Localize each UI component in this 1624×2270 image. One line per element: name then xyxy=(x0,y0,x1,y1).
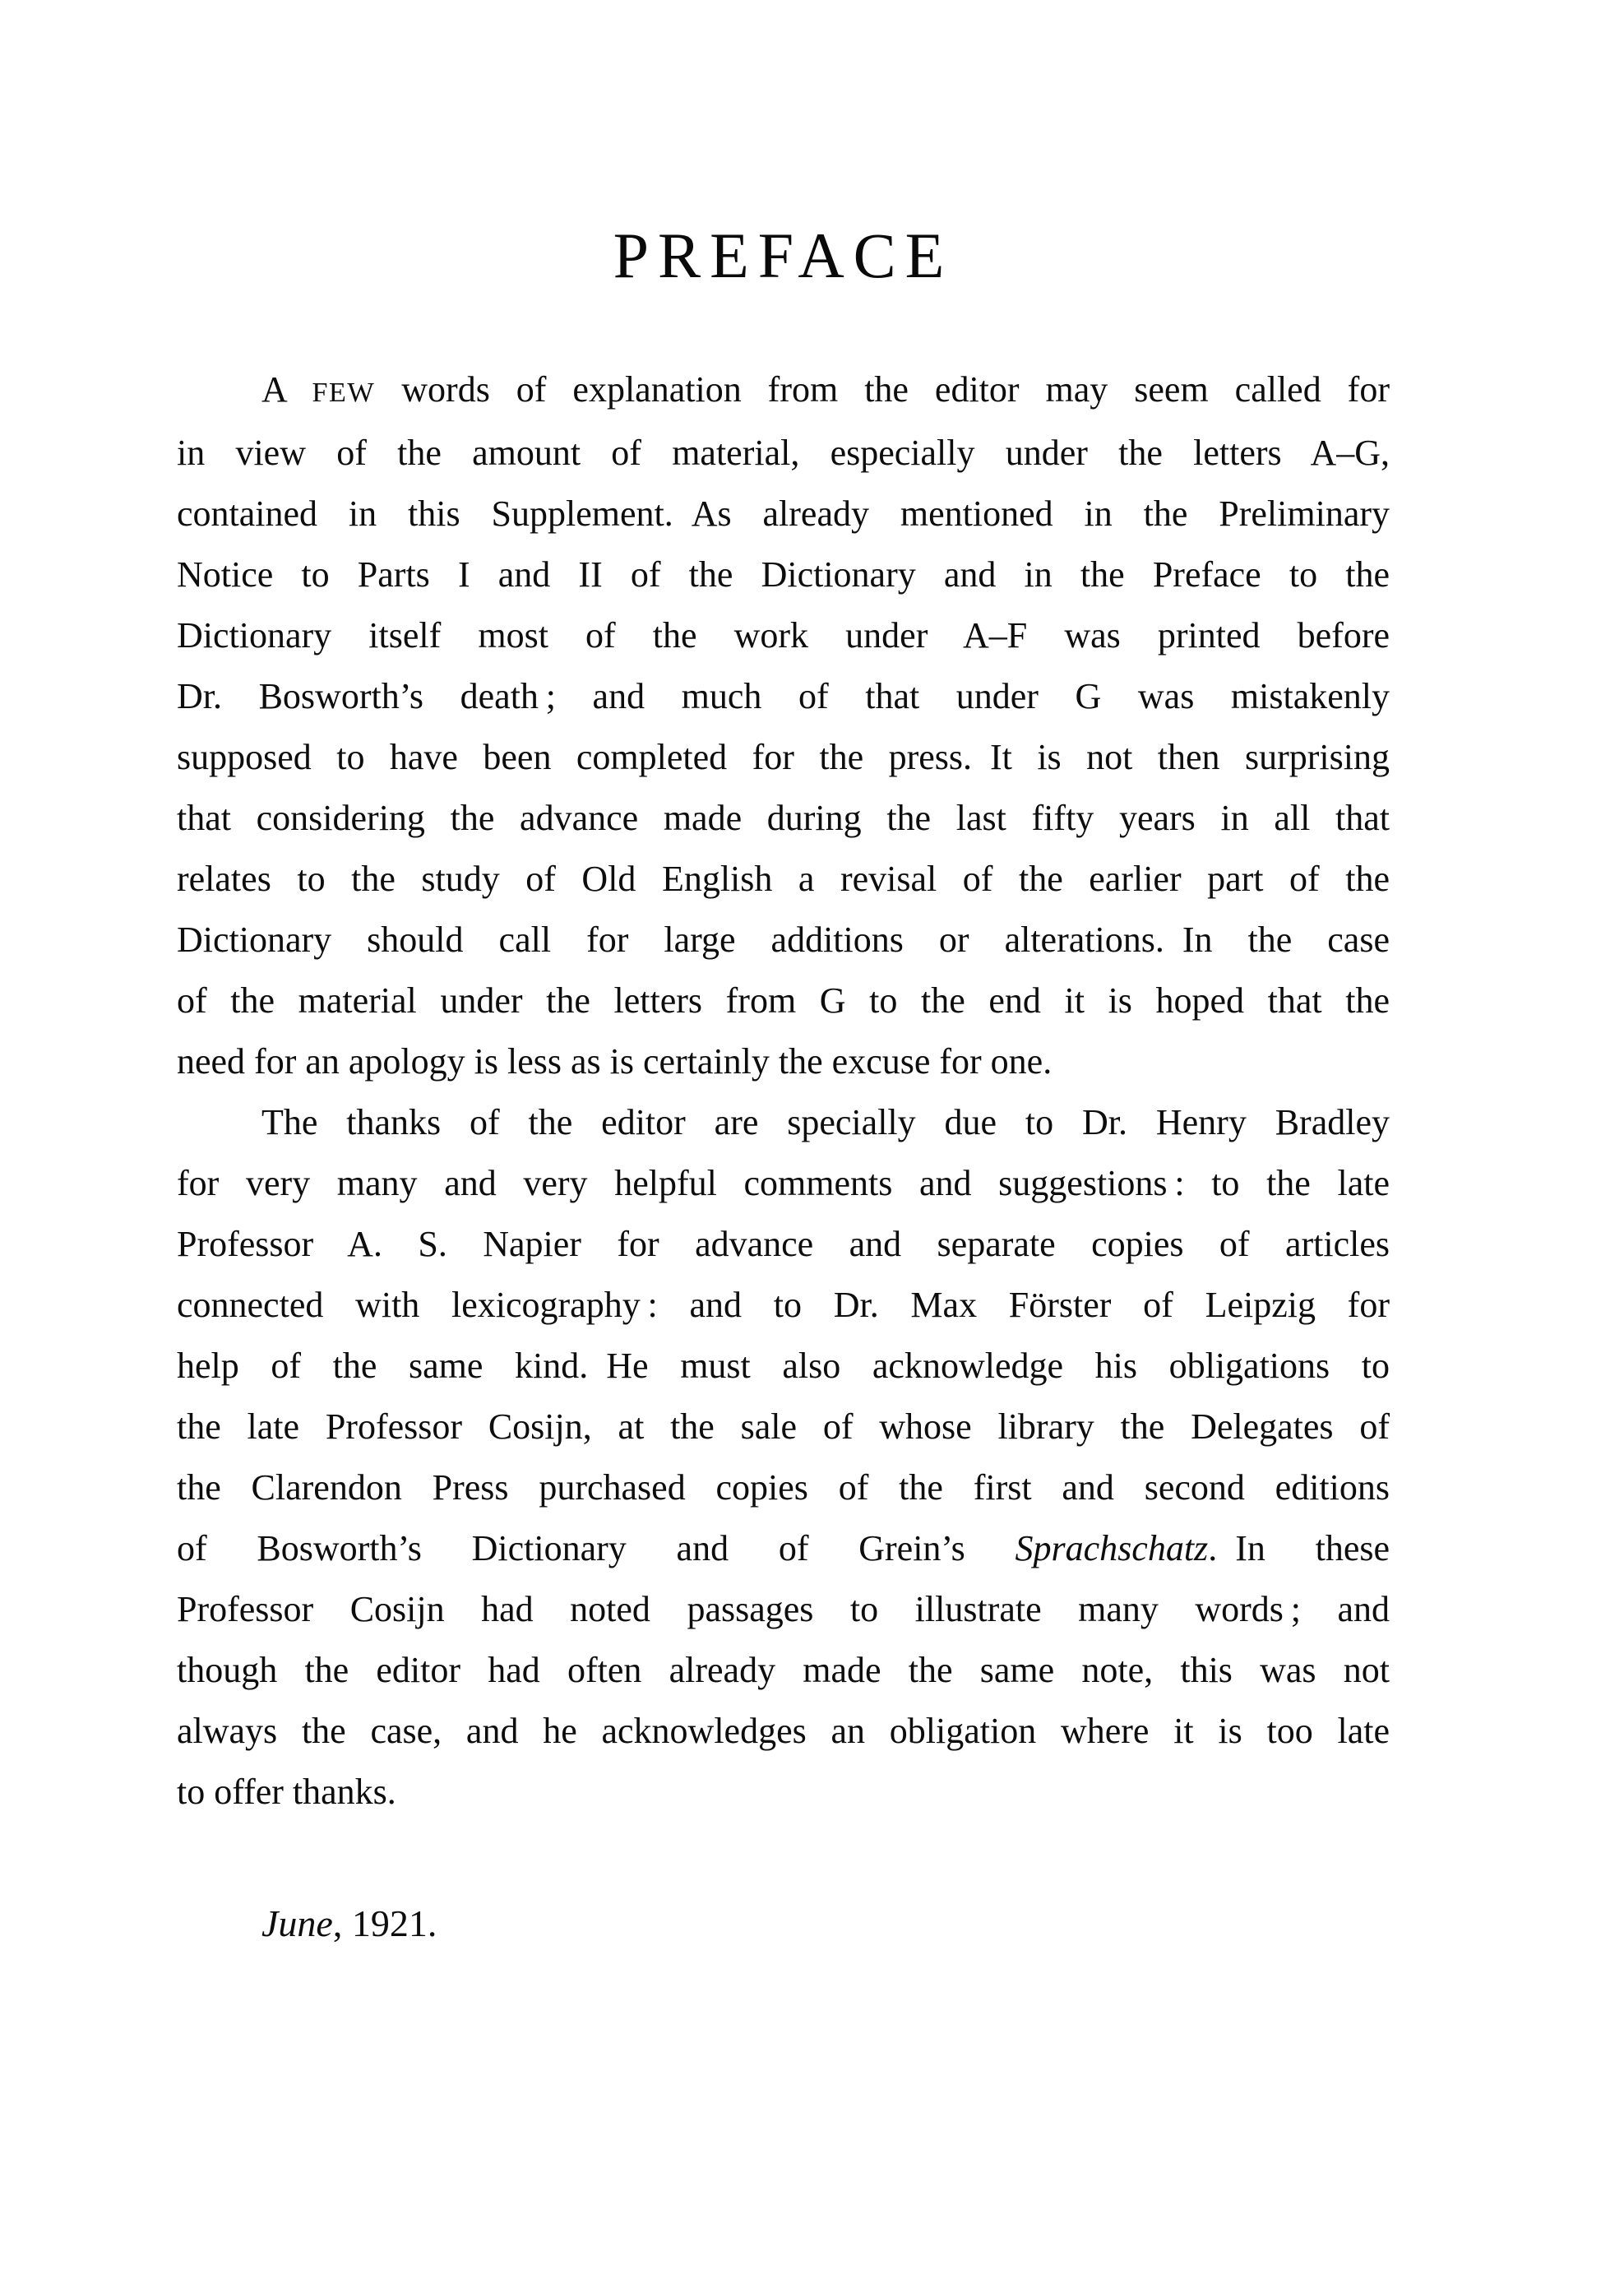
paragraph xyxy=(177,359,1390,1092)
date-year: , 1921. xyxy=(332,1902,437,1944)
text-line: for very many and very helpful comments and suggestions : to the late xyxy=(177,1163,1390,1203)
text-segment: A xyxy=(261,369,312,410)
text-line: connected with lexicography : and to Dr. Max Förster of Leipzig for xyxy=(177,1285,1390,1325)
text-line: Dictionary itself most of the work under A–F was printed before xyxy=(177,615,1390,656)
text-line: Professor Cosijn had noted passages to illustrate many words ; and xyxy=(177,1589,1390,1629)
text-line: that considering the advance made during the last fifty years in all that xyxy=(177,798,1390,838)
text-line: Notice to Parts I and II of the Dictionary and in the Preface to the xyxy=(177,554,1390,595)
page-title: PREFACE xyxy=(613,220,954,291)
text-line: the late Professor Cosijn, at the sale of whose library the Delegates of xyxy=(177,1406,1390,1447)
date-line xyxy=(261,1893,437,1954)
text-line xyxy=(177,359,1390,423)
text-segment: Sprachschatz xyxy=(1015,1528,1209,1568)
text-line: Professor A. S. Napier for advance and separate copies of articles xyxy=(177,1224,1390,1264)
text-line: need for an apology is less as is certainly the excuse for one. xyxy=(177,1041,1053,1082)
text-segment: words of explanation from the editor may seem called for xyxy=(375,369,1390,410)
text-line: help of the same kind. He must also acknowledge his obligations to xyxy=(177,1346,1390,1386)
text-line: Dr. Bosworth’s death ; and much of that under G was mistakenly xyxy=(177,676,1390,716)
text-segment: . In these xyxy=(1208,1528,1390,1568)
text-line: contained in this Supplement. As already mentioned in the Preliminary xyxy=(177,493,1390,534)
text-line: relates to the study of Old English a revisal of the earlier part of the xyxy=(177,859,1390,899)
text-line: in view of the amount of material, especially under the letters A–G, xyxy=(177,433,1390,473)
text-line: The thanks of the editor are specially due to Dr. Henry Bradley xyxy=(261,1102,1390,1142)
text-segment: of Bosworth’s Dictionary and of Grein’s xyxy=(177,1528,1016,1568)
text-segment: FEW xyxy=(312,377,376,408)
preface-body xyxy=(177,359,1390,1823)
text-line xyxy=(177,1518,1390,1579)
text-line: the Clarendon Press purchased copies of the first and second editions xyxy=(177,1467,1390,1508)
text-line: Dictionary should call for large additions or alterations. In the case xyxy=(177,920,1390,960)
text-line: though the editor had often already made the same note, this was not xyxy=(177,1650,1390,1690)
text-line: of the material under the letters from G to the end it is hoped that the xyxy=(177,980,1390,1021)
date-month: June xyxy=(261,1902,333,1944)
text-line: always the case, and he acknowledges an obligation where it is too late xyxy=(177,1711,1390,1751)
text-line: supposed to have been completed for the press. It is not then surprising xyxy=(177,737,1390,777)
paragraph xyxy=(177,1092,1390,1823)
text-line: to offer thanks. xyxy=(177,1772,396,1812)
